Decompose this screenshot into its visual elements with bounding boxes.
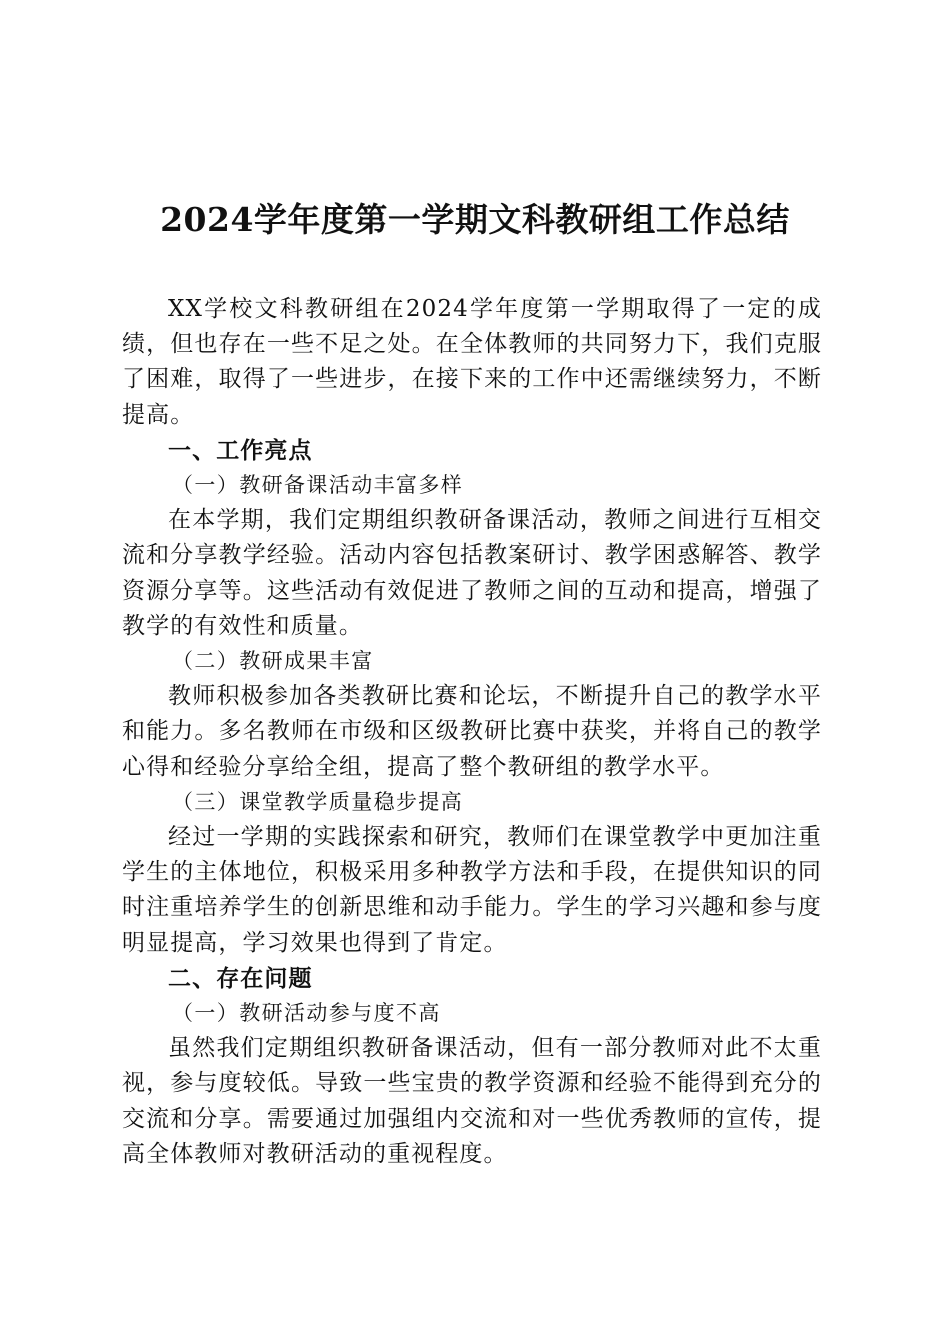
body-paragraph: 教师积极参加各类教研比赛和论坛，不断提升自己的教学水平和能力。多名教师在市级和区级教研比赛中获奖，并将自己的教学心得和经验分享给全组，提高了整个教研组的教学水平。: [122, 683, 822, 780]
intro-paragraph: XX学校文科教研组在2024学年度第一学期取得了一定的成绩，但也存在一些不足之处。在全体教师的共同努力下，我们克服了困难，取得了一些进步，在接下来的工作中还需继续努力，不断提高。: [122, 296, 822, 428]
body-paragraph: 经过一学期的实践探索和研究，教师们在课堂教学中更加注重学生的主体地位，积极采用多种教学方法和手段，在提供知识的同时注重培养学生的创新思维和动手能力。学生的学习兴趣和参与度明显提高，学习效果也得到了肯定。: [122, 824, 822, 956]
section-heading-problems: 二、存在问题: [168, 964, 313, 992]
subsection-heading: （三）课堂教学质量稳步提高: [172, 789, 464, 814]
body-paragraph: 虽然我们定期组织教研备课活动，但有一部分教师对此不太重视，参与度较低。导致一些宝贵的教学资源和经验不能得到充分的交流和分享。需要通过加强组内交流和对一些优秀教师的宣传，提高全体教师对教研活动的重视程度。: [122, 1035, 822, 1167]
section-heading-highlights: 一、工作亮点: [168, 436, 313, 464]
subsection-heading: （一）教研备课活动丰富多样: [172, 473, 464, 498]
subsection-heading: （一）教研活动参与度不高: [172, 1001, 441, 1026]
document-title: 2024学年度第一学期文科教研组工作总结: [160, 200, 790, 239]
body-paragraph: 在本学期，我们定期组织教研备课活动，教师之间进行互相交流和分享教学经验。活动内容包括教案研讨、教学困惑解答、教学资源分享等。这些活动有效促进了教师之间的互动和提高，增强了教学的有效性和质量。: [122, 507, 822, 639]
subsection-heading: （二）教研成果丰富: [172, 649, 374, 674]
document-body: [122, 292, 822, 1172]
